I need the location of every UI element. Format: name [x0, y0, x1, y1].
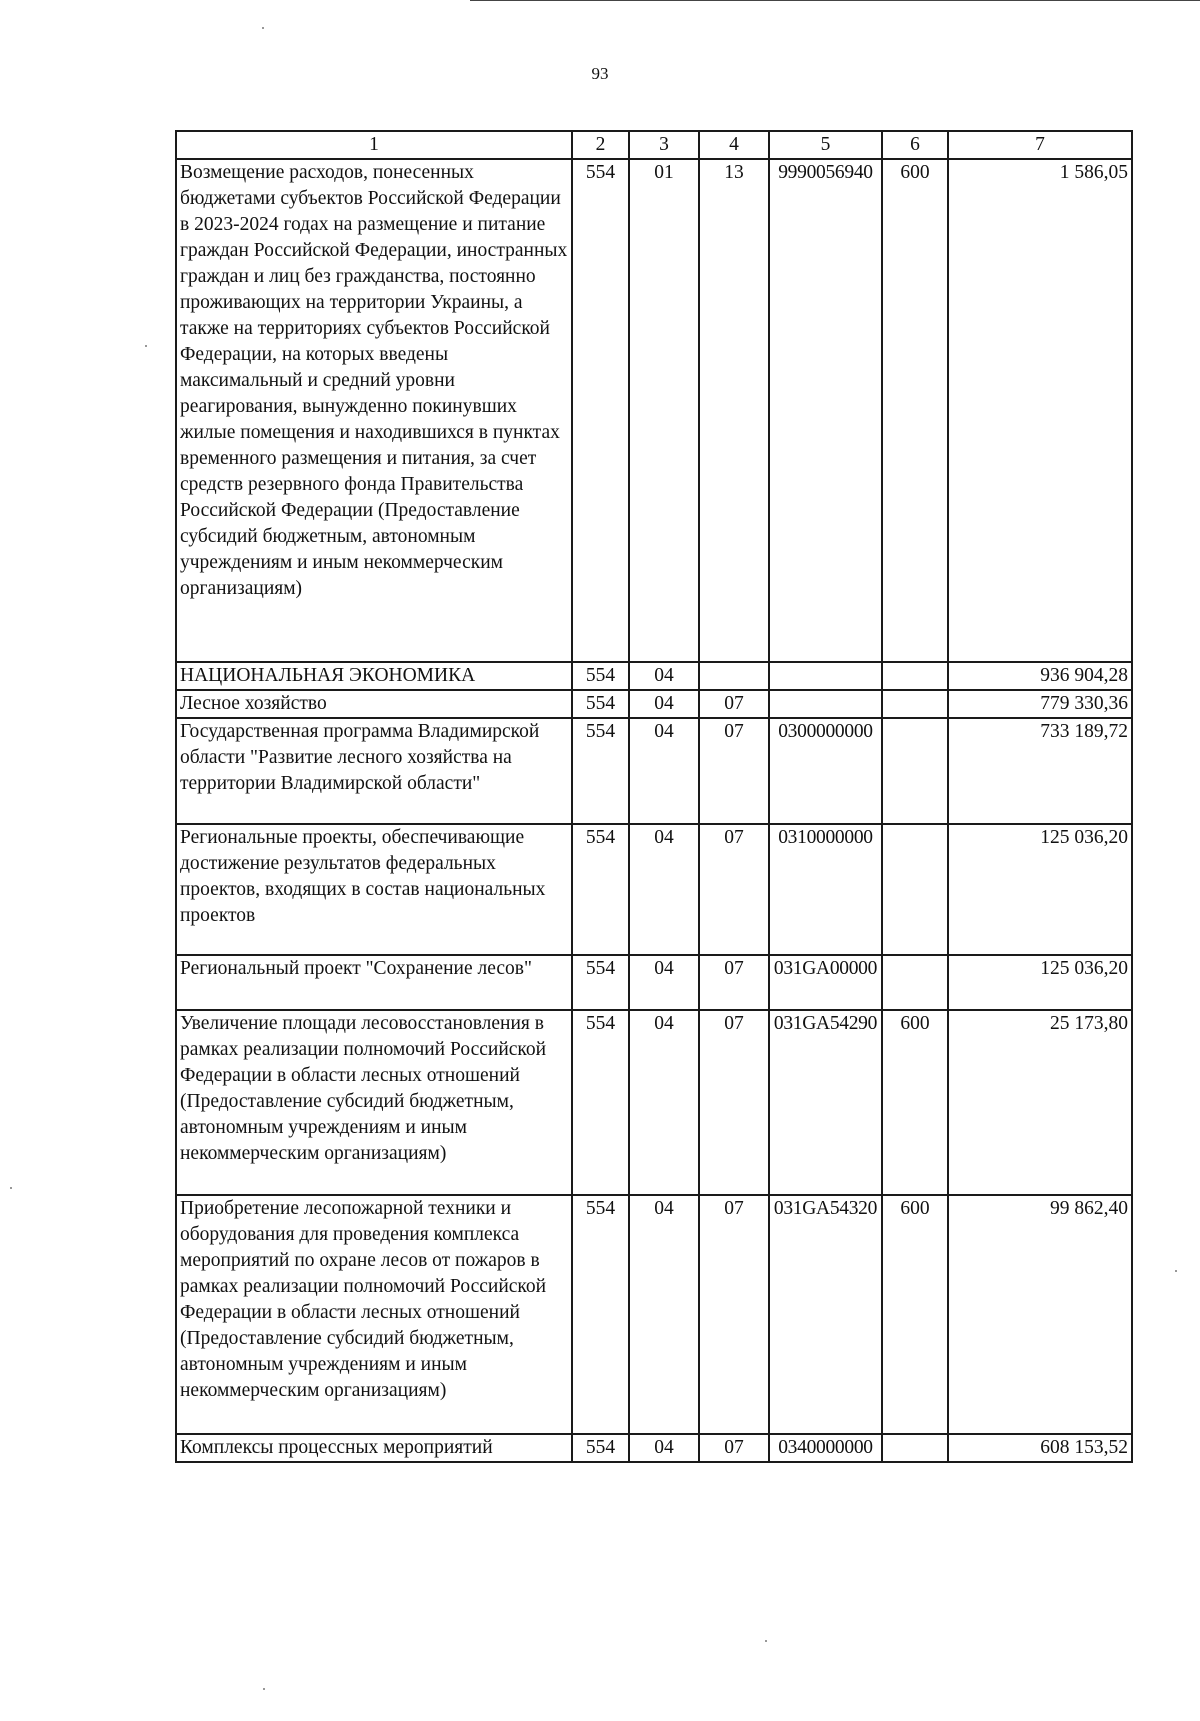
row-amount: 25 173,80 — [948, 1010, 1132, 1195]
row-section: 04 — [629, 824, 699, 955]
row-target-article — [769, 690, 882, 718]
row-chapter: 554 — [572, 1195, 629, 1434]
row-expense-type: 600 — [882, 159, 948, 662]
row-section: 04 — [629, 718, 699, 824]
scan-speck — [262, 27, 264, 29]
row-name: Приобретение лесопожарной техники и оборудования для проведения комплекса мероприятий по охране лесов от пожаров в рамках реализации полномочий Российской Федерации в области лесных отношений (Предоставление субсидий бюджетным, автономным учреждениям и иным некоммерческим организациям) — [176, 1195, 572, 1434]
row-target-article: 031GA54320 — [769, 1195, 882, 1434]
header-col-5: 5 — [769, 131, 882, 159]
row-target-article — [769, 662, 882, 690]
header-col-7: 7 — [948, 131, 1132, 159]
scan-speck — [10, 1187, 12, 1189]
row-expense-type: 600 — [882, 1195, 948, 1434]
row-chapter: 554 — [572, 1434, 629, 1462]
row-expense-type — [882, 824, 948, 955]
header-col-4: 4 — [699, 131, 769, 159]
row-name: Лесное хозяйство — [176, 690, 572, 718]
scan-top-edge-line — [470, 0, 1200, 1]
row-subsection: 07 — [699, 1434, 769, 1462]
row-target-article: 0310000000 — [769, 824, 882, 955]
row-section: 01 — [629, 159, 699, 662]
row-subsection: 07 — [699, 824, 769, 955]
row-subsection: 13 — [699, 159, 769, 662]
row-name: Увеличение площади лесовосстановления в рамках реализации полномочий Российской Федерации в области лесных отношений (Предоставление субсидий бюджетным, автономным учреждениям и иным некоммерческим организациям) — [176, 1010, 572, 1195]
table-row — [176, 662, 1132, 690]
header-col-2: 2 — [572, 131, 629, 159]
table-row — [176, 718, 1132, 824]
header-col-6: 6 — [882, 131, 948, 159]
header-col-1: 1 — [176, 131, 572, 159]
row-expense-type — [882, 718, 948, 824]
row-chapter: 554 — [572, 159, 629, 662]
row-name: Региональный проект "Сохранение лесов" — [176, 955, 572, 1010]
row-amount: 1 586,05 — [948, 159, 1132, 662]
row-section: 04 — [629, 662, 699, 690]
row-section: 04 — [629, 1434, 699, 1462]
table-row — [176, 1434, 1132, 1462]
row-expense-type — [882, 955, 948, 1010]
row-target-article: 0340000000 — [769, 1434, 882, 1462]
header-col-3: 3 — [629, 131, 699, 159]
row-section: 04 — [629, 1195, 699, 1434]
row-name: Комплексы процессных мероприятий — [176, 1434, 572, 1462]
table-row — [176, 690, 1132, 718]
row-chapter: 554 — [572, 662, 629, 690]
row-subsection: 07 — [699, 955, 769, 1010]
row-amount: 936 904,28 — [948, 662, 1132, 690]
row-name: Региональные проекты, обеспечивающие достижение результатов федеральных проектов, входящих в состав национальных проектов — [176, 824, 572, 955]
table-row — [176, 1010, 1132, 1195]
budget-table — [175, 130, 1133, 1463]
row-chapter: 554 — [572, 955, 629, 1010]
row-subsection: 07 — [699, 1195, 769, 1434]
row-subsection: 07 — [699, 718, 769, 824]
page-number: 93 — [591, 64, 609, 83]
scan-speck — [263, 1688, 265, 1690]
row-amount: 733 189,72 — [948, 718, 1132, 824]
row-section: 04 — [629, 690, 699, 718]
table-row — [176, 159, 1132, 662]
row-amount: 779 330,36 — [948, 690, 1132, 718]
row-expense-type: 600 — [882, 1010, 948, 1195]
row-chapter: 554 — [572, 690, 629, 718]
row-name: Государственная программа Владимирской области "Развитие лесного хозяйства на территории Владимирской области" — [176, 718, 572, 824]
row-chapter: 554 — [572, 718, 629, 824]
row-amount: 608 153,52 — [948, 1434, 1132, 1462]
row-expense-type — [882, 1434, 948, 1462]
table-row — [176, 955, 1132, 1010]
table-row — [176, 824, 1132, 955]
scan-speck — [1175, 1270, 1177, 1272]
row-expense-type — [882, 690, 948, 718]
row-amount: 99 862,40 — [948, 1195, 1132, 1434]
row-target-article: 9990056940 — [769, 159, 882, 662]
header-row — [176, 131, 1132, 159]
row-name: НАЦИОНАЛЬНАЯ ЭКОНОМИКА — [176, 662, 572, 690]
row-section: 04 — [629, 1010, 699, 1195]
row-target-article: 031GA00000 — [769, 955, 882, 1010]
row-subsection — [699, 662, 769, 690]
row-amount: 125 036,20 — [948, 955, 1132, 1010]
scan-speck — [145, 345, 147, 347]
table-row — [176, 1195, 1132, 1434]
row-subsection: 07 — [699, 1010, 769, 1195]
row-section: 04 — [629, 955, 699, 1010]
row-target-article: 0300000000 — [769, 718, 882, 824]
row-target-article: 031GA54290 — [769, 1010, 882, 1195]
row-name: Возмещение расходов, понесенных бюджетами субъектов Российской Федерации в 2023-2024 годах на размещение и питание граждан Российской Федерации, иностранных граждан и лиц без гражданства, постоянно проживающих на территории Украины, а также на территориях субъектов Российской Федерации, на которых введены максимальный и средний уровни реагирования, вынужденно покинувших жилые помещения и находившихся в пунктах временного размещения и питания, за счет средств резервного фонда Правительства Российской Федерации (Предоставление субсидий бюджетным, автономным учреждениям и иным некоммерческим организациям) — [176, 159, 572, 662]
row-expense-type — [882, 662, 948, 690]
row-amount: 125 036,20 — [948, 824, 1132, 955]
scan-speck — [765, 1640, 767, 1642]
row-subsection: 07 — [699, 690, 769, 718]
row-chapter: 554 — [572, 1010, 629, 1195]
row-chapter: 554 — [572, 824, 629, 955]
